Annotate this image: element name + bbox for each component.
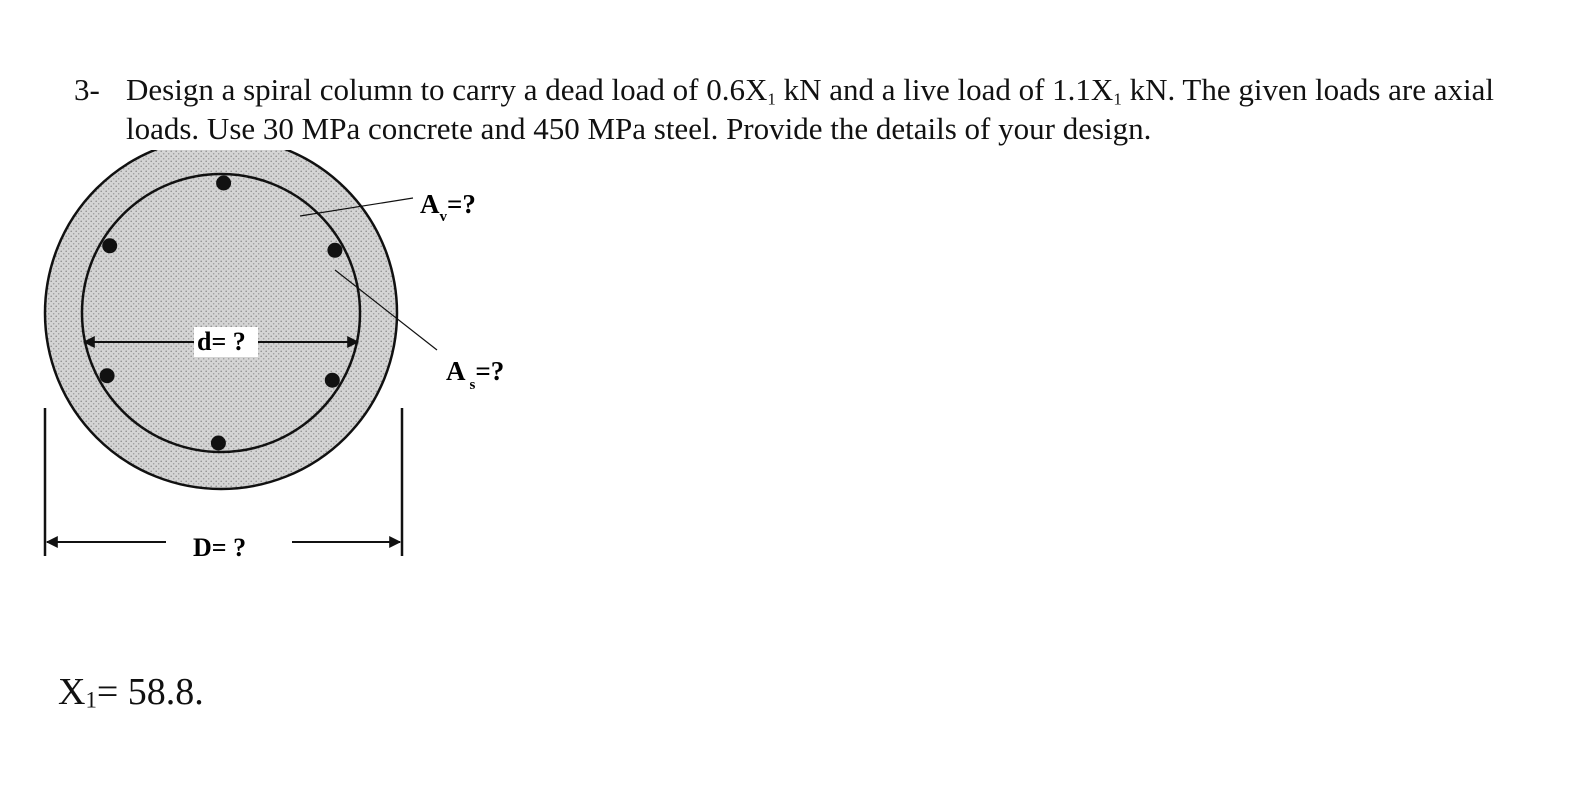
longitudinal-bar	[327, 243, 342, 258]
core-diameter-label: d= ?	[197, 327, 246, 356]
given-variable-value: = 58.8.	[96, 671, 204, 713]
longitudinal-bar	[102, 238, 117, 253]
longitudinal-bar	[325, 373, 340, 388]
problem-text	[126, 70, 1534, 148]
given-value	[58, 668, 204, 716]
problem-text-part3: kN. The given loads are axial loads. Use 30 MPa concrete and 450 MPa steel. Provide the details of your design.	[126, 72, 1495, 146]
spiral-column-figure	[0, 150, 560, 570]
problem-statement	[74, 70, 1534, 148]
problem-text-part2: kN and a live load of 1.1X	[775, 72, 1114, 107]
column-cross-section-diagram	[0, 150, 560, 570]
longitudinal-bar	[216, 176, 231, 191]
problem-subscript-2: 1	[1113, 89, 1122, 109]
steel-area-label: A $_s$=?	[446, 356, 505, 393]
outer-diameter-label: D= ?	[193, 533, 247, 562]
given-variable: X	[58, 671, 86, 713]
given-variable-subscript: 1	[85, 687, 97, 713]
longitudinal-bar	[100, 368, 115, 383]
spiral-area-label: $A_v=$?	[420, 189, 476, 225]
problem-subscript-1: 1	[767, 89, 776, 109]
problem-text-part1: Design a spiral column to carry a dead load of 0.6X	[126, 72, 768, 107]
problem-number: 3-	[74, 72, 100, 107]
longitudinal-bar	[211, 436, 226, 451]
